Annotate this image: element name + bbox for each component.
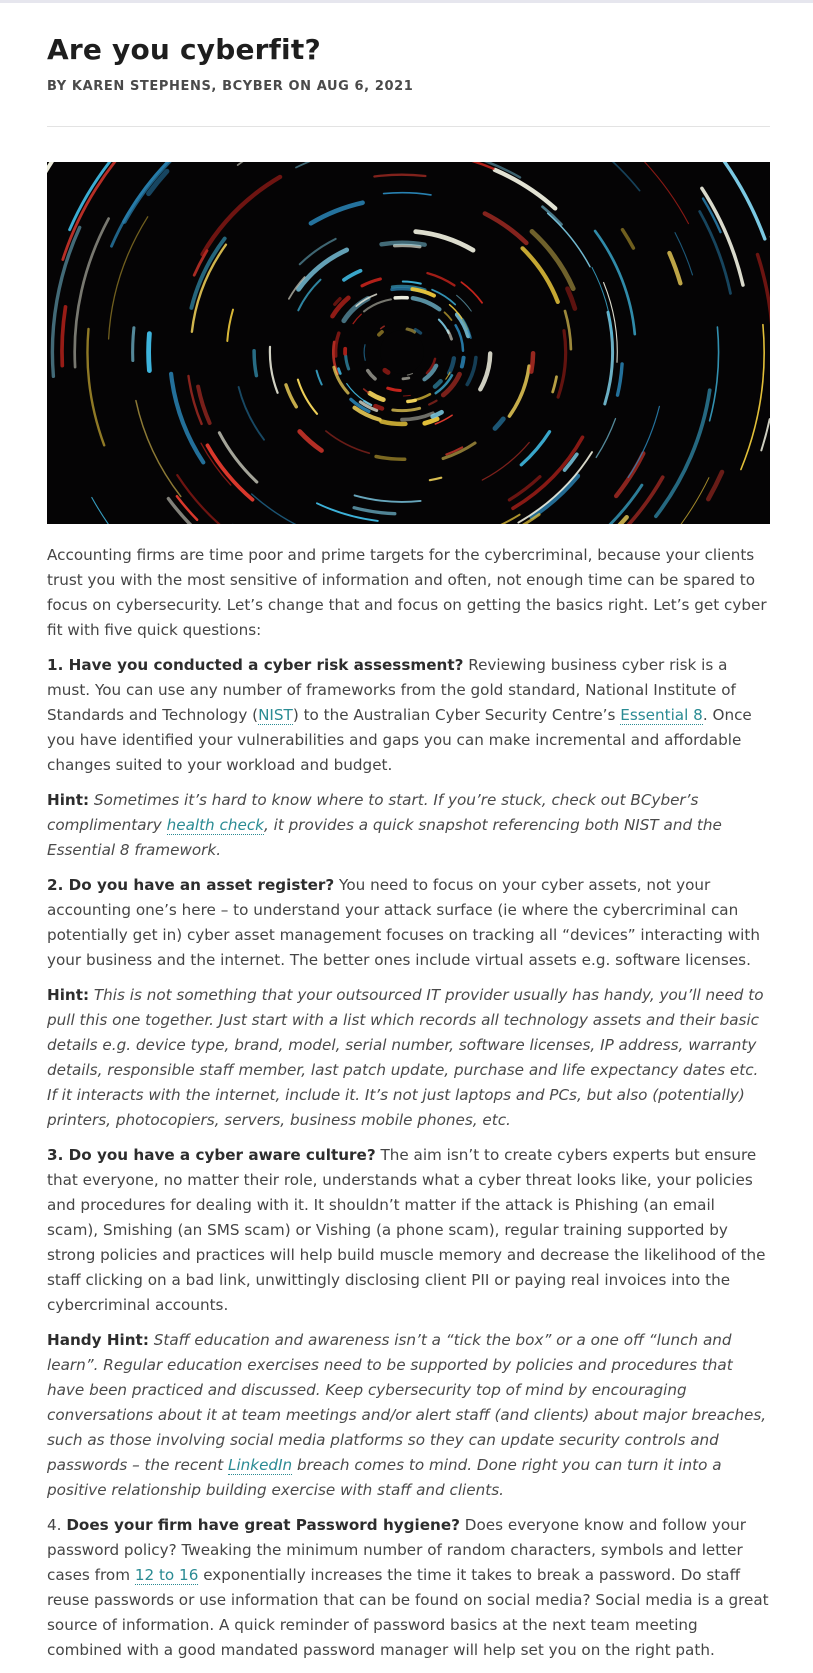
question-2-paragraph bbox=[47, 873, 770, 973]
question-4-number: 4. bbox=[47, 1516, 67, 1534]
hint-1-paragraph bbox=[47, 788, 770, 863]
password-length-link[interactable]: 12 to 16 bbox=[134, 1566, 199, 1584]
hint-2-paragraph bbox=[47, 983, 770, 1133]
question-1-paragraph bbox=[47, 653, 770, 778]
question-1-text-a: Reviewing business cyber risk is a must. You can use any number of frameworks from the gold standard, National Institute of Standards and Technology ( bbox=[47, 656, 736, 724]
hero-image bbox=[47, 162, 770, 524]
question-2-heading: 2. Do you have an asset register? bbox=[47, 876, 335, 894]
question-1-text-c: . Once you have identified your vulnerabilities and gaps you can make incremental and affordable changes suited to your workload and budget. bbox=[47, 706, 752, 774]
hint-2-text: This is not something that your outsourced IT provider usually has handy, you’ll need to pull this one together. Just start with a list which records all technology assets and their basic details e.g. device type, brand, model, serial number, software licenses, IP address, warranty details, responsible staff member, last patch update, purchase and life expectancy dates etc. If it interacts with the internet, include it. It’s not just laptops and PCs, but also (potentially) printers, photocopiers, servers, business mobile phones, etc. bbox=[47, 986, 764, 1129]
linkedin-link[interactable]: LinkedIn bbox=[227, 1456, 293, 1474]
article-byline: BY KAREN STEPHENS, BCYBER ON AUG 6, 2021 bbox=[47, 79, 414, 94]
top-bar bbox=[0, 0, 813, 3]
hint-2-label: Hint: bbox=[47, 986, 90, 1004]
hint-3-text-a: Staff education and awareness isn’t a “tick the box” or a one off “lunch and learn”. Regular education exercises need to be supported by policies and procedures that have been practiced and discussed. Keep cybersecurity top of mind by encouraging conversations about it at team meetings and/or alert staff (and clients) about major breaches, such as those involving social media platforms so they can update security controls and passwords – the recent bbox=[47, 1331, 767, 1474]
hero-image-art bbox=[47, 162, 770, 524]
question-4-paragraph bbox=[47, 1513, 770, 1663]
hint-1-label: Hint: bbox=[47, 791, 90, 809]
question-2-text: You need to focus on your cyber assets, not your accounting one’s here – to understand your attack surface (ie where the cybercriminal can potentially get in) cyber asset management focuses on tracking all “devices” interacting with your business and the internet. The better ones include virtual assets e.g. software licenses. bbox=[47, 876, 760, 969]
question-4-text-b: exponentially increases the time it takes to break a password. Do staff reuse passwords or use information that can be found on social media? Social media is a great source of information. A quick reminder of password basics at the next team meeting combined with a good mandated password manager will help set you on the right path. bbox=[47, 1566, 769, 1659]
article-title: Are you cyberfit? bbox=[47, 33, 321, 66]
question-1-text-b: ) to the Australian Cyber Security Centre’s bbox=[292, 706, 621, 724]
nist-link[interactable]: NIST bbox=[258, 706, 293, 724]
hint-3-paragraph bbox=[47, 1328, 770, 1503]
question-3-heading: 3. Do you have a cyber aware culture? bbox=[47, 1146, 376, 1164]
article-body bbox=[47, 543, 770, 1673]
health-check-link[interactable]: health check bbox=[166, 816, 264, 834]
question-1-heading: 1. Have you conducted a cyber risk assessment? bbox=[47, 656, 464, 674]
essential-8-link[interactable]: Essential 8 bbox=[620, 706, 703, 724]
question-4-text-a: Does everyone know and follow your password policy? Tweaking the minimum number of random characters, symbols and letter cases from bbox=[47, 1516, 746, 1584]
divider bbox=[47, 126, 770, 127]
hint-3-text-b: breach comes to mind. Done right you can turn it into a positive relationship building exercise with staff and clients. bbox=[47, 1456, 722, 1499]
hint-1-text-a: Sometimes it’s hard to know where to start. If you’re stuck, check out BCyber’s complimentary bbox=[47, 791, 699, 834]
hint-3-label: Handy Hint: bbox=[47, 1331, 149, 1349]
question-3-paragraph bbox=[47, 1143, 770, 1318]
question-4-heading: Does your firm have great Password hygiene? bbox=[66, 1516, 460, 1534]
question-3-text: The aim isn’t to create cybers experts but ensure that everyone, no matter their role, understands what a cyber threat looks like, your policies and procedures for dealing with it. It shouldn’t matter if the attack is Phishing (an email scam), Smishing (an SMS scam) or Vishing (a phone scam), regular training supported by strong policies and practices will help build muscle memory and decrease the likelihood of the staff clicking on a bad link, unwittingly disclosing client PII or paying real invoices into the cybercriminal accounts. bbox=[47, 1146, 766, 1314]
intro-paragraph: Accounting firms are time poor and prime targets for the cybercriminal, because your clients trust you with the most sensitive of information and often, not enough time can be spared to focus on cybersecurity. Let’s change that and focus on getting the basics right. Let’s get cyber fit with five quick questions: bbox=[47, 546, 767, 639]
hint-1-text-b: , it provides a quick snapshot referencing both NIST and the Essential 8 framework. bbox=[47, 816, 722, 859]
